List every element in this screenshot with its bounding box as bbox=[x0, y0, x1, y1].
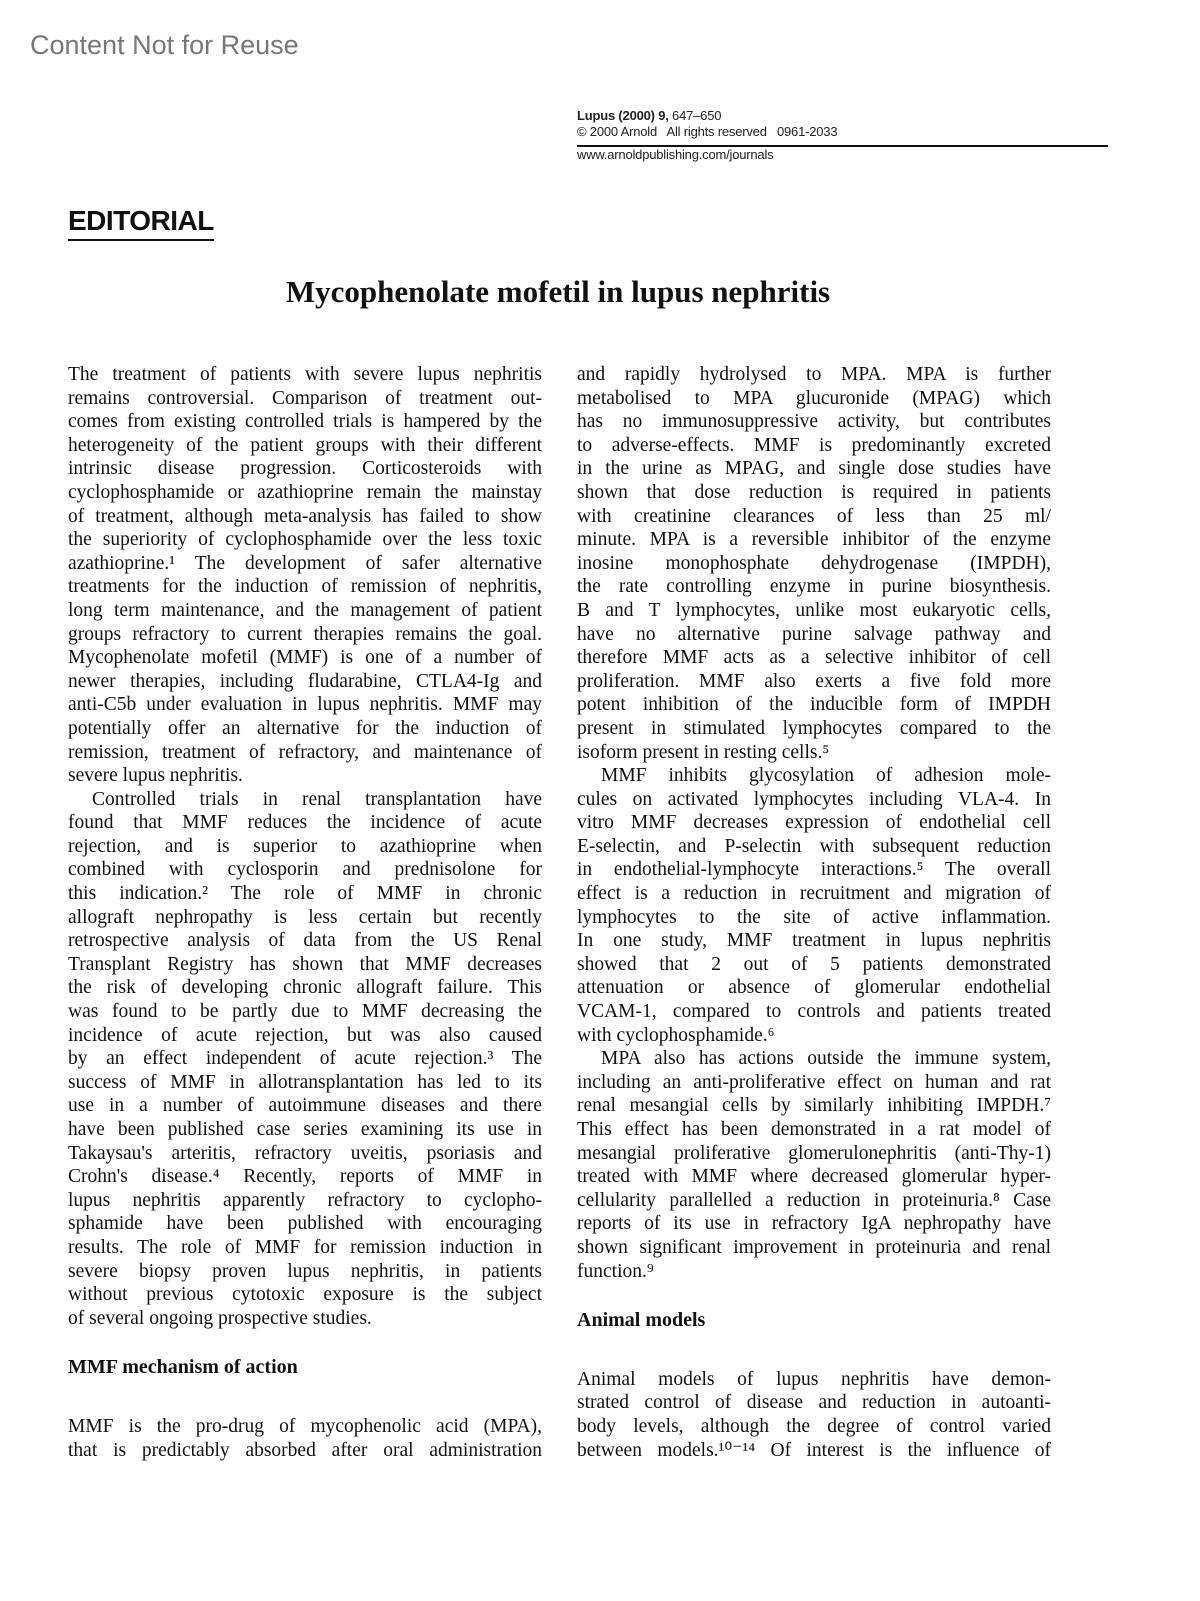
journal-citation bbox=[577, 108, 837, 140]
text-line: Mycophenolate mofetil (MMF) is one of a number of bbox=[68, 647, 542, 669]
text-line: present in stimulated lymphocytes compared to the bbox=[577, 717, 1051, 739]
paragraph bbox=[68, 788, 542, 1331]
text-line: minute. MPA is a reversible inhibitor of the enzyme bbox=[577, 529, 1051, 551]
text-line: MMF is the pro-drug of mycophenolic acid (MPA), bbox=[68, 1415, 542, 1437]
text-line: Transplant Registry has shown that MMF decreases bbox=[68, 953, 542, 975]
text-line: VCAM-1, compared to controls and patients treated bbox=[577, 1001, 1051, 1023]
text-line: and rapidly hydrolysed to MPA. MPA is further bbox=[577, 364, 1051, 385]
text-line: that is predictably absorbed after oral administration bbox=[68, 1439, 542, 1461]
text-line: strated control of disease and reduction in autoanti- bbox=[577, 1392, 1051, 1414]
text-line: body levels, although the degree of control varied bbox=[577, 1415, 1051, 1437]
text-line: comes from existing controlled trials is hampered by the bbox=[68, 411, 542, 433]
text-line: found that MMF reduces the incidence of acute bbox=[68, 812, 542, 834]
text-line: anti-C5b under evaluation in lupus nephritis. MMF may bbox=[68, 694, 542, 716]
section-heading: MMF mechanism of action bbox=[68, 1356, 298, 1379]
text-line: azathioprine.¹ The development of safer alternative bbox=[68, 552, 542, 574]
text-line: remains controversial. Comparison of treatment out- bbox=[68, 387, 542, 409]
text-line: retrospective analysis of data from the US Renal bbox=[68, 930, 542, 952]
text-line: incidence of acute rejection, but was also caused bbox=[68, 1024, 542, 1046]
text-line: the rate controlling enzyme in purine biosynthesis. bbox=[577, 576, 1051, 598]
text-line: effect is a reduction in recruitment and migration of bbox=[577, 883, 1051, 905]
text-line: potentially offer an alternative for the induction of bbox=[68, 717, 542, 739]
text-line: cules on activated lymphocytes including VLA-4. In bbox=[577, 788, 1051, 810]
text-line: have no alternative purine salvage pathway and bbox=[577, 623, 1051, 645]
text-line: Takaysau's arteritis, refractory uveitis, psoriasis and bbox=[68, 1142, 542, 1164]
text-line: between models.¹⁰⁻¹⁴ Of interest is the influence of bbox=[577, 1439, 1051, 1461]
text-line: renal mesangial cells by similarly inhibiting IMPDH.⁷ bbox=[577, 1095, 1051, 1117]
text-line: in the urine as MPAG, and single dose studies have bbox=[577, 458, 1051, 480]
text-line: shown significant improvement in proteinuria and renal bbox=[577, 1236, 1051, 1258]
paragraph bbox=[577, 764, 1051, 1047]
left-column bbox=[68, 363, 542, 1462]
text-line: rejection, and is superior to azathioprine when bbox=[68, 835, 542, 857]
text-line: shown that dose reduction is required in patients bbox=[577, 481, 1051, 503]
text-line: use in a number of autoimmune diseases and there bbox=[68, 1095, 542, 1117]
text-line: has no immunosuppressive activity, but contributes bbox=[577, 411, 1051, 433]
text-line: results. The role of MMF for remission induction in bbox=[68, 1236, 542, 1258]
paragraph bbox=[577, 1368, 1051, 1462]
text-line: was found to be partly due to MMF decreasing the bbox=[68, 1001, 542, 1023]
text-line: without previous cytotoxic exposure is the subject bbox=[68, 1284, 542, 1306]
text-line: Crohn's disease.⁴ Recently, reports of MMF in bbox=[68, 1166, 542, 1188]
text-line: this indication.² The role of MMF in chronic bbox=[68, 883, 542, 905]
text-line: the superiority of cyclophosphamide over the less toxic bbox=[68, 529, 542, 551]
text-line: treated with MMF where decreased glomerular hyper- bbox=[577, 1166, 1051, 1188]
section-label: EDITORIAL bbox=[68, 205, 214, 241]
text-line: severe lupus nephritis. bbox=[68, 765, 243, 787]
text-line: of treatment, although meta-analysis has failed to show bbox=[68, 505, 542, 527]
text-line: success of MMF in allotransplantation has led to its bbox=[68, 1071, 542, 1093]
journal-url: www.arnoldpublishing.com/journals bbox=[577, 147, 774, 162]
text-line: of several ongoing prospective studies. bbox=[68, 1307, 372, 1329]
text-line: by an effect independent of acute rejection.³ The bbox=[68, 1048, 542, 1070]
text-line: Controlled trials in renal transplantation have bbox=[92, 788, 542, 810]
text-line: sphamide have been published with encouraging bbox=[68, 1213, 542, 1235]
text-line: intrinsic disease progression. Corticosteroids with bbox=[68, 458, 542, 480]
text-line: with cyclophosphamide.⁶ bbox=[577, 1024, 775, 1046]
paragraph bbox=[68, 363, 542, 788]
text-line: treatments for the induction of remission of nephritis, bbox=[68, 576, 542, 598]
text-line: attenuation or absence of glomerular endothelial bbox=[577, 977, 1051, 999]
text-line: MPA also has actions outside the immune system, bbox=[601, 1048, 1051, 1070]
text-line: In one study, MMF treatment in lupus nephritis bbox=[577, 930, 1051, 952]
text-line: reports of its use in refractory IgA nephropathy have bbox=[577, 1213, 1051, 1235]
right-column bbox=[577, 363, 1051, 1462]
text-line: This effect has been demonstrated in a rat model of bbox=[577, 1119, 1051, 1140]
text-line: long term maintenance, and the management of patient bbox=[68, 599, 542, 621]
text-line: proliferation. MMF also exerts a five fold more bbox=[577, 670, 1051, 692]
text-line: in endothelial-lymphocyte interactions.⁵ The overall bbox=[577, 859, 1051, 881]
text-line: MMF inhibits glycosylation of adhesion mole- bbox=[601, 765, 1051, 787]
text-line: to adverse-effects. MMF is predominantly excreted bbox=[577, 434, 1051, 456]
text-line: function.⁹ bbox=[577, 1260, 654, 1282]
text-line: groups refractory to current therapies remains the goal. bbox=[68, 623, 542, 645]
text-line: remission, treatment of refractory, and maintenance of bbox=[68, 741, 542, 763]
text-line: cyclophosphamide or azathioprine remain the mainstay bbox=[68, 481, 542, 503]
paragraph bbox=[68, 1415, 542, 1462]
text-line: combined with cyclosporin and prednisolone for bbox=[68, 859, 542, 881]
text-line: B and T lymphocytes, unlike most eukaryotic cells, bbox=[577, 599, 1051, 621]
paragraph bbox=[577, 1047, 1051, 1283]
text-line: allograft nephropathy is less certain but recently bbox=[68, 906, 542, 928]
text-line: mesangial proliferative glomerulonephritis (anti-Thy-1) bbox=[577, 1142, 1051, 1164]
text-line: showed that 2 out of 5 patients demonstrated bbox=[577, 953, 1051, 975]
text-line: The treatment of patients with severe lupus nephritis bbox=[68, 364, 542, 385]
text-line: newer therapies, including fludarabine, CTLA4-Ig and bbox=[68, 670, 542, 692]
text-line: cellularity parallelled a reduction in proteinuria.⁸ Case bbox=[577, 1189, 1051, 1211]
text-line: inosine monophosphate dehydrogenase (IMPDH), bbox=[577, 552, 1051, 574]
text-line: isoform present in resting cells.⁵ bbox=[577, 741, 830, 763]
text-line: therefore MMF acts as a selective inhibitor of cell bbox=[577, 647, 1051, 669]
text-line: the risk of developing chronic allograft failure. This bbox=[68, 977, 542, 999]
text-line: metabolised to MPA glucuronide (MPAG) which bbox=[577, 387, 1051, 409]
section-heading: Animal models bbox=[577, 1309, 706, 1332]
text-line: lymphocytes to the site of active inflammation. bbox=[577, 906, 1051, 928]
text-line: Animal models of lupus nephritis have demon- bbox=[577, 1368, 1051, 1390]
text-line: E-selectin, and P-selectin with subsequent reduction bbox=[577, 835, 1051, 857]
text-line: lupus nephritis apparently refractory to cyclopho- bbox=[68, 1189, 542, 1211]
text-line: potent inhibition of the inducible form of IMPDH bbox=[577, 694, 1051, 716]
text-line: have been published case series examining its use in bbox=[68, 1119, 542, 1140]
text-line: with creatinine clearances of less than 25 ml/ bbox=[577, 505, 1051, 527]
text-line: severe biopsy proven lupus nephritis, in patients bbox=[68, 1260, 542, 1282]
text-line: vitro MMF decreases expression of endothelial cell bbox=[577, 812, 1051, 834]
watermark-text: Content Not for Reuse bbox=[30, 30, 299, 60]
article-title: Mycophenolate mofetil in lupus nephritis bbox=[285, 274, 831, 309]
journal-name-volume: Lupus (2000) 9, bbox=[577, 108, 669, 123]
text-line: including an anti-proliferative effect on human and rat bbox=[577, 1071, 1051, 1093]
paragraph bbox=[577, 363, 1051, 764]
journal-pages: 647–650 bbox=[668, 108, 722, 123]
journal-copyright: © 2000 Arnold All rights reserved 0961-2033 bbox=[577, 124, 838, 139]
text-line: heterogeneity of the patient groups with their different bbox=[68, 434, 542, 456]
